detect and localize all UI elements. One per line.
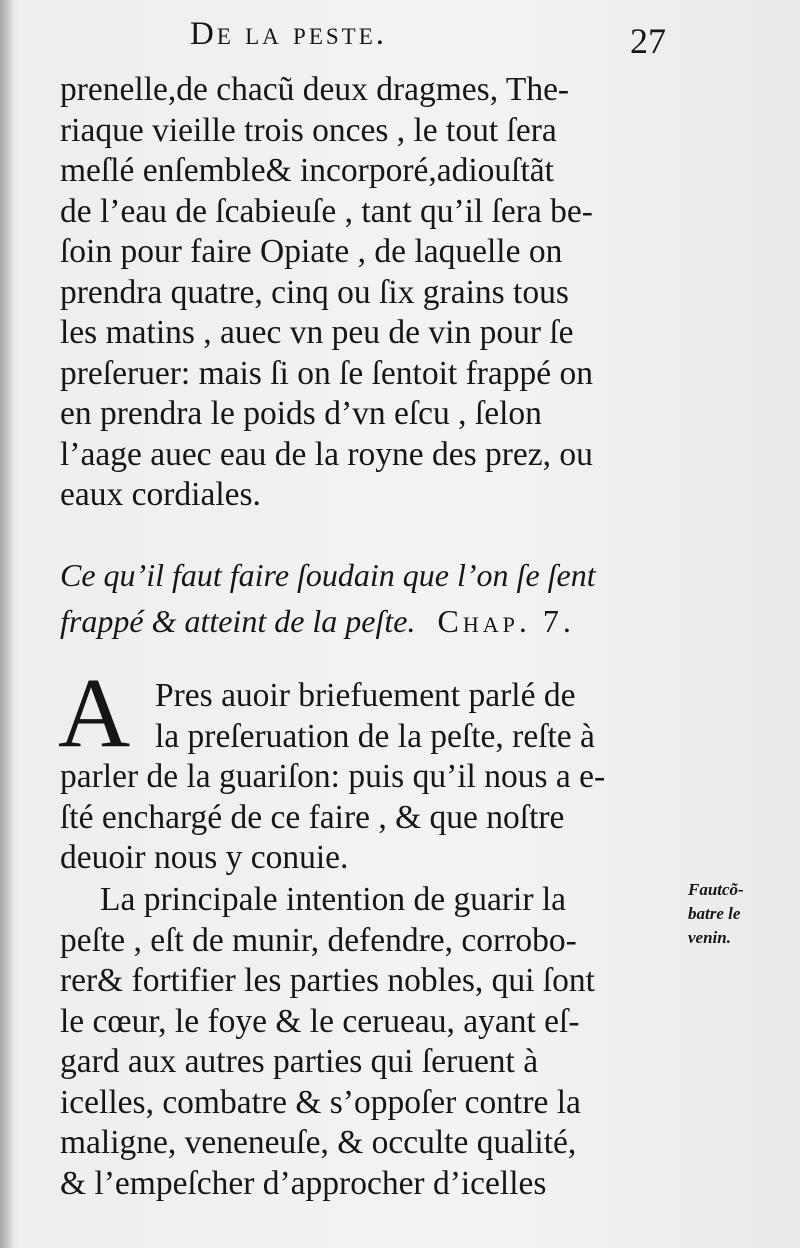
text-line: rer& fortifier les parties nobles, qui ſont [60,962,595,999]
text-line: en prendra le poids d’vn eſcu , ſelon [60,395,542,432]
margin-note [688,878,798,950]
text-line: La principale intention de guarir la [100,881,567,918]
text-line: l’aage auec eau de la royne des prez, ou [60,435,593,473]
text-line: deuoir nous y conuie. [60,839,349,876]
chapter-heading [60,552,700,644]
margin-note-line: batre le [688,904,741,923]
chapter-label: Chap. 7. [437,603,575,639]
text-line: la preſeruation de la peſte, reſte à [155,717,595,755]
text-line: gard aux autres parties qui ſeruent à [60,1043,539,1080]
chapter-title-line-2 [60,598,700,644]
text-line: eaux cordiales. [60,476,261,513]
paragraph-principal-intention [60,880,680,1204]
text-line: ſoin pour faire Opiate , de laquelle on [60,233,563,270]
text-line: de l’eau de ſcabieuſe , tant qu’il ſera be- [60,192,593,230]
text-line: peſte , eſt de munir, defendre, corrobo- [60,921,577,959]
text-line: parler de la guariſon: puis qu’il nous a e- [60,758,606,795]
text-line: prendra quatre, cinq ou ſix grains tous [60,273,569,311]
page-number: 27 [630,21,666,61]
text-line: Pres auoir briefuement parlé de [155,677,576,714]
text-line: meſlé enſemble& incorporé,adiouſtãt [60,152,554,189]
paragraph-recipe-continuation [60,70,680,516]
chapter-title-line: Ce qu’il faut faire ſoudain que l’on ſe ſent [60,557,596,593]
text-line: & l’empeſcher d’approcher d’icelles [60,1164,547,1202]
drop-cap: A [58,657,131,768]
text-line: icelles, combatre & s’oppoſer contre la [60,1083,581,1121]
margin-note-line: Fautcõ- [688,880,744,899]
text-line: preſeruer: mais ſi on ſe ſentoit frappé on [60,354,594,392]
page-gutter-shadow [0,0,14,1248]
text-line: maligne, veneneuſe, & occulte qualité, [60,1124,577,1161]
running-head: De la peste. [190,16,388,52]
text-line: le cœur, le foye & le cerueau, ayant eſ- [60,1002,580,1040]
chapter-title-text: frappé & atteint de la peſte. [60,603,416,639]
text-line: ſté enchargé de ce faire , & que noſtre [60,798,565,836]
text-line: prenelle,de chacũ deux dragmes, The- [60,71,570,108]
margin-note-line: venin. [688,928,731,947]
text-line: riaque vieille trois onces , le tout ſera [60,111,557,149]
text-line: les matins , auec vn peu de vin pour ſe [60,314,574,351]
paragraph-chapter-opening [60,676,680,879]
